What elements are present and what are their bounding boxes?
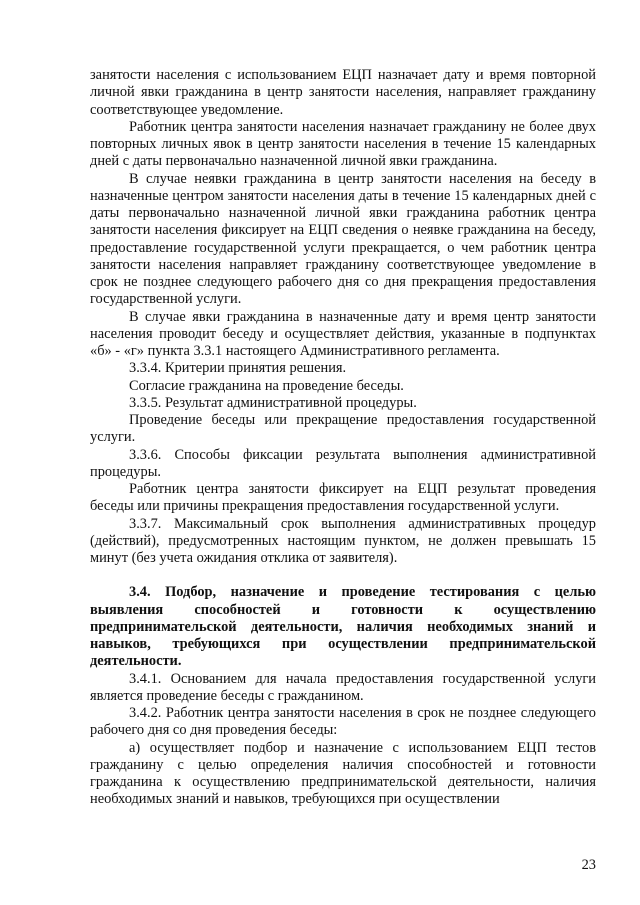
paragraph: Работник центра занятости населения назначает гражданину не более двух повторных личных явок в центр занятости населения в течение 15 календарных дней с даты первоначально назначенной личной явки гражданина. (90, 118, 596, 170)
paragraph: 3.4.2. Работник центра занятости населения в срок не позднее следующего рабочего дня со дня проведения беседы: (90, 705, 596, 739)
paragraph: Работник центра занятости фиксирует на ЕЦП результат проведения беседы или причины прекращения предоставления государственной услуги. (90, 481, 596, 515)
paragraph: 3.4.1. Основанием для начала предоставления государственной услуги является проведение беседы с гражданином. (90, 670, 596, 704)
section-spacer (90, 567, 596, 584)
paragraph: Проведение беседы или прекращение предоставления государственной услуги. (90, 412, 596, 446)
paragraph: 3.3.7. Максимальный срок выполнения административных процедур (действий), предусмотренных настоящим пунктом, не должен превышать 15 минут (без учета ожидания отклика от заявителя). (90, 515, 596, 566)
paragraph: 3.3.6. Способы фиксации результата выполнения административной процедуры. (90, 446, 596, 480)
page-number: 23 (581, 857, 596, 873)
paragraph: Согласие гражданина на проведение беседы. (129, 377, 404, 394)
section-heading: 3.4. Подбор, назначение и проведение тестирования с целью выявления способностей и готовности к осуществлению предпринимательской деятельности, наличия необходимых знаний и навыков, требующихся при осуществлении предпринимательской деятельности. (90, 584, 596, 670)
paragraph: В случае неявки гражданина в центр занятости населения на беседу в назначенные центром занятости населения даты в течение 15 календарных дней с даты первоначально назначенной личной явки гражданина работник центра занятости населения фиксирует на ЕЦП сведения о неявке гражданина на беседу, предоставление государственной услуги прекращается, о чем работник центра занятости населения направляет гражданину соответствующее уведомление в срок не позднее следующего рабочего дня со дня прекращения предоставления государственной услуги. (90, 170, 596, 308)
document-body (90, 67, 596, 809)
paragraph: 3.3.5. Результат административной процедуры. (129, 394, 417, 411)
paragraph: 3.3.4. Критерии принятия решения. (129, 360, 347, 377)
paragraph: В случае явки гражданина в назначенные дату и время центр занятости населения проводит беседу и осуществляет действия, указанные в подпунктах «б» - «г» пункта 3.3.1 настоящего Административного регламента. (90, 308, 596, 359)
paragraph: занятости населения с использованием ЕЦП назначает дату и время повторной личной явки гражданина в центр занятости населения, направляет гражданину соответствующее уведомление. (90, 67, 596, 118)
paragraph: а) осуществляет подбор и назначение с использованием ЕЦП тестов гражданину с целью определения наличия способностей и готовности гражданина к осуществлению предпринимательской деятельности, наличия необходимых знаний и навыков, требующихся при осуществлении (90, 739, 596, 808)
